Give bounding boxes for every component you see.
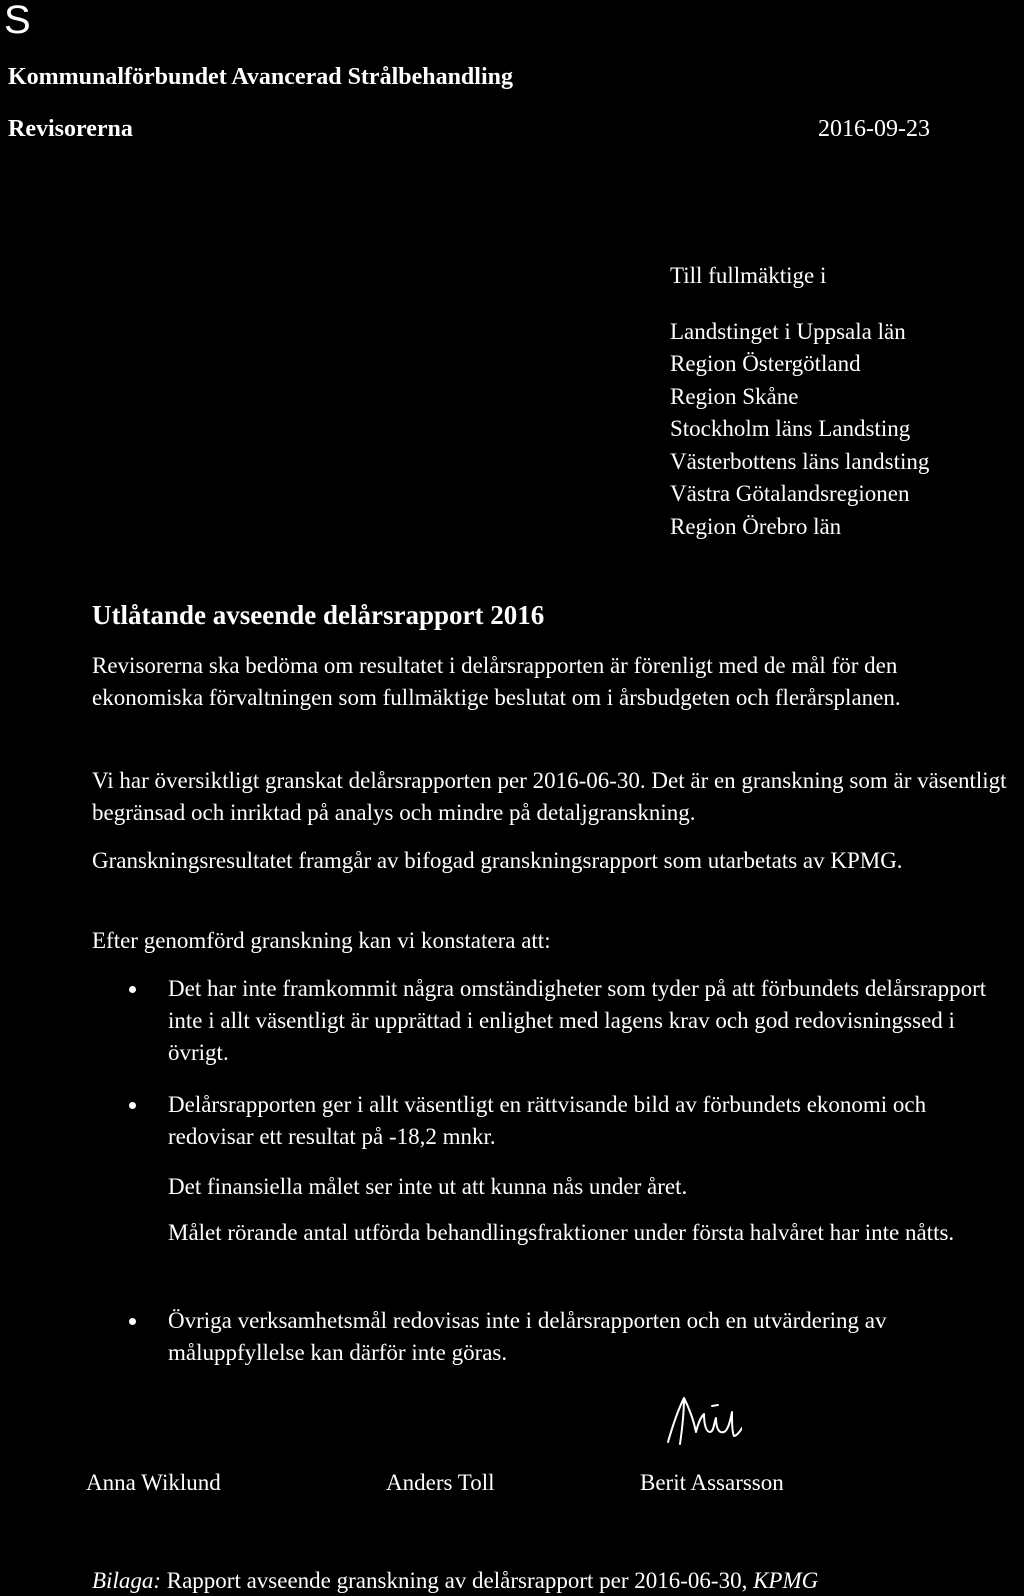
recipient-item: Region Örebro län — [670, 513, 842, 539]
bullet-icon — [129, 1102, 136, 1109]
paragraph: Efter genomförd granskning kan vi konstatera att: — [92, 928, 551, 953]
appendix-text: Rapport avseende granskning av delårsrapport per 2016-06-30, — [166, 1568, 748, 1593]
signer-name: Anders Toll — [386, 1470, 495, 1495]
bullet-icon — [129, 1318, 136, 1325]
appendix-source: KPMG — [753, 1568, 819, 1593]
statement-heading: Utlåtande avseende delårsrapport 2016 — [92, 600, 545, 630]
recipient-item: Region Östergötland — [670, 351, 861, 376]
recipient-item: Stockholm läns Landsting — [670, 416, 911, 441]
sub-paragraph: Det finansiella målet ser inte ut att kunna nås under året. — [168, 1174, 688, 1199]
organization-name: Kommunalförbundet Avancerad Strålbehandling — [8, 64, 513, 90]
recipient-block — [670, 260, 929, 543]
bullet-text: Delårsrapporten ger i allt väsentligt en rättvisande bild av förbundets ekonomi och redovisar ett resultat på -18,2 mnkr. — [168, 1092, 927, 1149]
paragraph: Vi har översiktligt granskat delårsrapporten per 2016-06-30. Det är en granskning som är väsentligt begränsad och inriktad på analys och mindre på detaljgranskning. — [92, 768, 1007, 825]
recipient-item: Region Skåne — [670, 383, 799, 409]
appendix-line — [92, 1568, 818, 1594]
logo-letter: S — [4, 0, 31, 42]
paragraph: Granskningsresultatet framgår av bifogad granskningsrapport som utarbetats av KPMG. — [92, 848, 903, 873]
document-date: 2016-09-23 — [818, 116, 930, 142]
bullet-text: Övriga verksamhetsmål redovisas inte i delårsrapporten och en utvärdering av måluppfyllelse kan därför inte göras. — [168, 1308, 887, 1365]
handwritten-signature — [662, 1392, 742, 1448]
paragraph: Revisorerna ska bedöma om resultatet i delårsrapporten är förenligt med de mål för den ekonomiska förvaltningen som fullmäktige beslutat om i årsbudgeten och flerårsplanen. — [92, 653, 901, 710]
recipient-item: Landstinget i Uppsala län — [670, 318, 906, 344]
signer-name: Anna Wiklund — [86, 1470, 221, 1495]
recipient-intro: Till fullmäktige i — [670, 263, 827, 288]
signer-name: Berit Assarsson — [640, 1470, 784, 1495]
department-name: Revisorerna — [8, 116, 133, 142]
recipient-item: Västra Götalandsregionen — [670, 481, 910, 506]
recipient-item: Västerbottens läns landsting — [670, 448, 930, 474]
sub-paragraph: Målet rörande antal utförda behandlingsfraktioner under första halvåret har inte nåtts. — [168, 1220, 955, 1245]
bullet-text: Det har inte framkommit några omständigheter som tyder på att förbundets delårsrapport inte i allt väsentligt är upprättad i enlighet med lagens krav och god redovisningssed i övrigt. — [168, 976, 987, 1065]
bullet-icon — [129, 986, 136, 993]
appendix-label: Bilaga: — [92, 1568, 161, 1593]
